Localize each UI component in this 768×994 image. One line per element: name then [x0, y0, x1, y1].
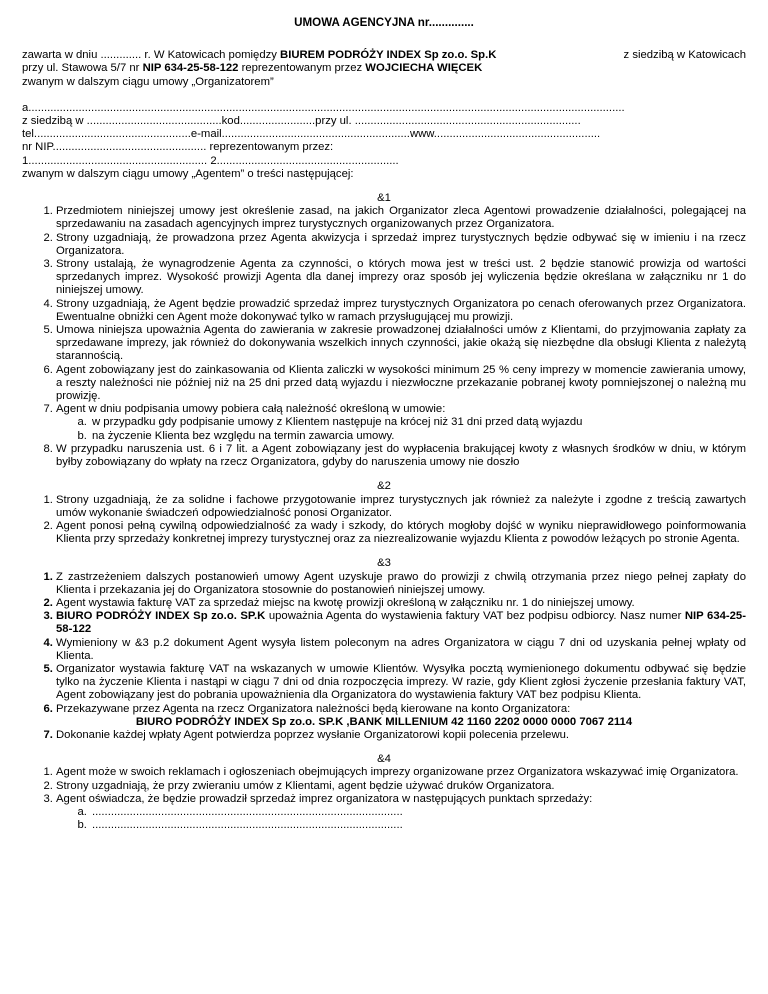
- bank-account: BIURO PODRÓŻY INDEX Sp zo.o. SP.K ,BANK MILLENIUM 42 1160 2202 0000 0000 7067 2114: [135, 715, 633, 728]
- sales-point-field: b. ...................................................................................................: [90, 819, 746, 832]
- section-1-item-7-sublist: [56, 416, 746, 442]
- intro-address: przy ul. Stawowa 5/7 nr: [22, 62, 143, 75]
- section-2-list: [22, 494, 746, 547]
- sub-list-item: b. na życzenie Klienta bez względu na termin zawarcia umowy.: [90, 430, 746, 443]
- list-item: [56, 610, 746, 636]
- intro-represented: reprezentowanym przez: [238, 62, 366, 75]
- agent-details-block: [22, 102, 746, 181]
- agent-contact-line: tel..................................................e-mail............................................................www.....................................................: [22, 128, 601, 141]
- list-item: 5. Umowa niniejsza upoważnia Agenta do zawierania w zakresie prowadzonej działalności umów z Klientami, do przyjmowania zapłaty za sprzedawane imprezy, jak również do dokonywania wszelkich innych czynności, jakie okażą się niezbędne dla obsługi Klienta z należytą starannością.: [56, 324, 746, 364]
- organizer-nip: NIP 634-25-58-122: [142, 62, 239, 75]
- list-item: 2. Agent ponosi pełną cywilną odpowiedzialność za wady i szkody, do których mogłoby dojść w wyniku nieprawidłowego poinformowania Klienta przy sprzedaży konkretnej imprezy turystycznej oraz za niezrealizowanie wyjazdu Klienta z powodów leżących po stronie Agenta.: [56, 520, 746, 546]
- list-item: 8. W przypadku naruszenia ust. 6 i 7 lit. a Agent zobowiązany jest do wypłacenia brakującej kwoty z własnych środków w dniu, w którym byłby zobowiązany do wpłaty na rzecz Organizatora, gdyby do naruszenia umowy nie doszło: [56, 443, 746, 469]
- section-1-heading: &1: [377, 192, 391, 205]
- intro-line-3: zwanym w dalszym ciągu umowy „Organizatorem”: [22, 75, 274, 88]
- agent-nip-line: nr NIP................................................. reprezentowanym przez:: [22, 141, 334, 154]
- list-item-text: 6. Przekazywane przez Agenta na rzecz Organizatora należności będą kierowane na konto Organizatora:: [56, 702, 571, 715]
- list-item-text: Agent w dniu podpisania umowy pobiera całą należność określoną w umowie:: [56, 403, 446, 416]
- section-3-list: [22, 571, 746, 743]
- agent-address-line: z siedzibą w ...........................................kod........................przy ul. ........................................................................: [22, 115, 581, 128]
- contract-title: UMOWA AGENCYJNA nr..............: [294, 16, 474, 29]
- intro-seat: z siedzibą w Katowicach: [623, 49, 746, 62]
- list-item: 2. Agent wystawia fakturę VAT za sprzedaż miejsc na kwotę prowizji określoną w załączniku nr. 1 do niniejszej umowy.: [56, 597, 746, 610]
- organizer-representative: WOJCIECHA WIĘCEK: [365, 62, 483, 75]
- list-item-text: Agent oświadcza, że będzie prowadził sprzedaż imprez organizatora w następujących punktach sprzedaży:: [56, 792, 593, 805]
- section-4-list: [22, 766, 746, 832]
- intro-paragraph: [22, 49, 746, 89]
- list-item: 2. Strony uzgadniają, że przy zwieraniu umów z Klientami, agent będzie używać druków Organizatora.: [56, 780, 746, 793]
- section-3-heading: &3: [377, 557, 391, 570]
- agent-designation-line: zwanym w dalszym ciągu umowy „Agentem” o treści następującej:: [22, 167, 354, 180]
- sales-point-field: a. ...................................................................................................: [90, 806, 746, 819]
- list-item: 1. Przedmiotem niniejszej umowy jest określenie zasad, na jakich Organizator zleca Agentowi prowadzenie działalności, polegającej na sprzedawaniu na zasadach agencyjnych imprez turystycznych organizowanych przez Organizatora.: [56, 205, 746, 231]
- list-item: 3. Strony ustalają, że wynagrodzenie Agenta za czynności, o których mowa jest w treści ust. 2 będzie stanowić prowizja od wartości sprzedanych imprez. Wysokość prowizji Agenta dla danej imprezy oraz sposób jej wyliczenia będzie określana w załączniku nr 1 do niniejszej umowy.: [56, 258, 746, 298]
- agent-representatives-line: 1......................................................... 2..........................................................: [22, 154, 399, 167]
- list-item: 2. Strony uzgadniają, że prowadzona przez Agenta akwizycja i sprzedaż imprez turystycznych będzie odbywać się w imieniu i na rzecz Organizatora.: [56, 232, 746, 258]
- list-item: [56, 793, 746, 833]
- organizer-name: BIUREM PODRÓŻY INDEX Sp zo.o. Sp.K: [280, 49, 497, 62]
- list-item-text: upoważnia Agenta do wystawienia faktury VAT bez podpisu odbiorcy. Nasz numer: [265, 610, 685, 623]
- intro-text: zawarta w dniu ............. r. W Katowicach pomiędzy: [22, 49, 281, 62]
- list-item: 1. Agent może w swoich reklamach i ogłoszeniach obejmujących imprezy organizowane przez Organizatora wskazywać imię Organizatora.: [56, 766, 746, 779]
- sales-points-sublist: [56, 806, 746, 832]
- intro-line-2: [22, 62, 746, 75]
- intro-line-1: [22, 49, 746, 62]
- list-item: 6. Agent zobowiązany jest do zainkasowania od Klienta zaliczki w wysokości minimum 25 % ceny imprezy w momencie zawierania umowy, a reszty należności nie później niż na 25 dni przed datą wyjazdu i niezwłoczne przekazanie pobranej kwoty pomniejszonej o należną mu prowizję.: [56, 364, 746, 404]
- section-1-list: [22, 205, 746, 469]
- sub-list-item: a. w przypadku gdy podpisanie umowy z Klientem następuje na krócej niż 31 dni przed datą wyjazdu: [90, 416, 746, 429]
- list-item: [56, 403, 746, 443]
- list-item: [56, 703, 746, 729]
- organizer-name-bold: BIURO PODRÓŻY INDEX Sp zo.o. SP.K: [56, 610, 266, 623]
- list-item: 1. Strony uzgadniają, że za solidne i fachowe przygotowanie imprez turystycznych jak również za należyte i zgodne z treścią zawartych umów wykonanie świadczeń odpowiedzialność ponosi Organizator.: [56, 494, 746, 520]
- section-2-heading: &2: [377, 480, 391, 493]
- agent-name-line: a..............................................................................................................................................................................................: [22, 101, 625, 114]
- contract-page: [22, 16, 746, 832]
- section-4-heading: &4: [377, 753, 391, 766]
- list-item: 7. Dokonanie każdej wpłaty Agent potwierdza poprzez wysłanie Organizatorowi kopii polecenia przelewu.: [56, 729, 746, 742]
- organizer-nip-bold: NIP 634-25-58-122: [56, 610, 746, 636]
- list-item: 4. Strony uzgadniają, że Agent będzie prowadzić sprzedaż imprez turystycznych Organizatora po cenach oferowanych przez Organizatora. Ewentualne obniżki cen Agent może dokonywać tylko w ramach przysługującej mu prowizji.: [56, 298, 746, 324]
- list-item: 1. Z zastrzeżeniem dalszych postanowień umowy Agent uzyskuje prawo do prowizji z chwilą otrzymania przez niego pełnej zapłaty do Klienta i przekazania jej do Organizatora stosownie do postanowień niniejszej umowy.: [56, 571, 746, 597]
- list-item: 4. Wymieniony w &3 p.2 dokument Agent wysyła listem poleconym na adres Organizatora w ciągu 7 dni od uzyskania pełnej wpłaty od Klienta.: [56, 637, 746, 663]
- list-item: 5. Organizator wystawia fakturę VAT na wskazanych w umowie Klientów. Wysyłka pocztą wymienionego dokumentu odbywać się będzie tylko na życzenie Klienta i nastąpi w ciągu 7 dni od dnia rozpoczęcia imprezy. W razie, gdy Klient zgłosi życzenie przesłania faktury VAT, Agent zobowiązany jest do pobrania upoważnienia dla Organizatora do wystawienia faktury VAT bez podpisu Klienta.: [56, 663, 746, 703]
